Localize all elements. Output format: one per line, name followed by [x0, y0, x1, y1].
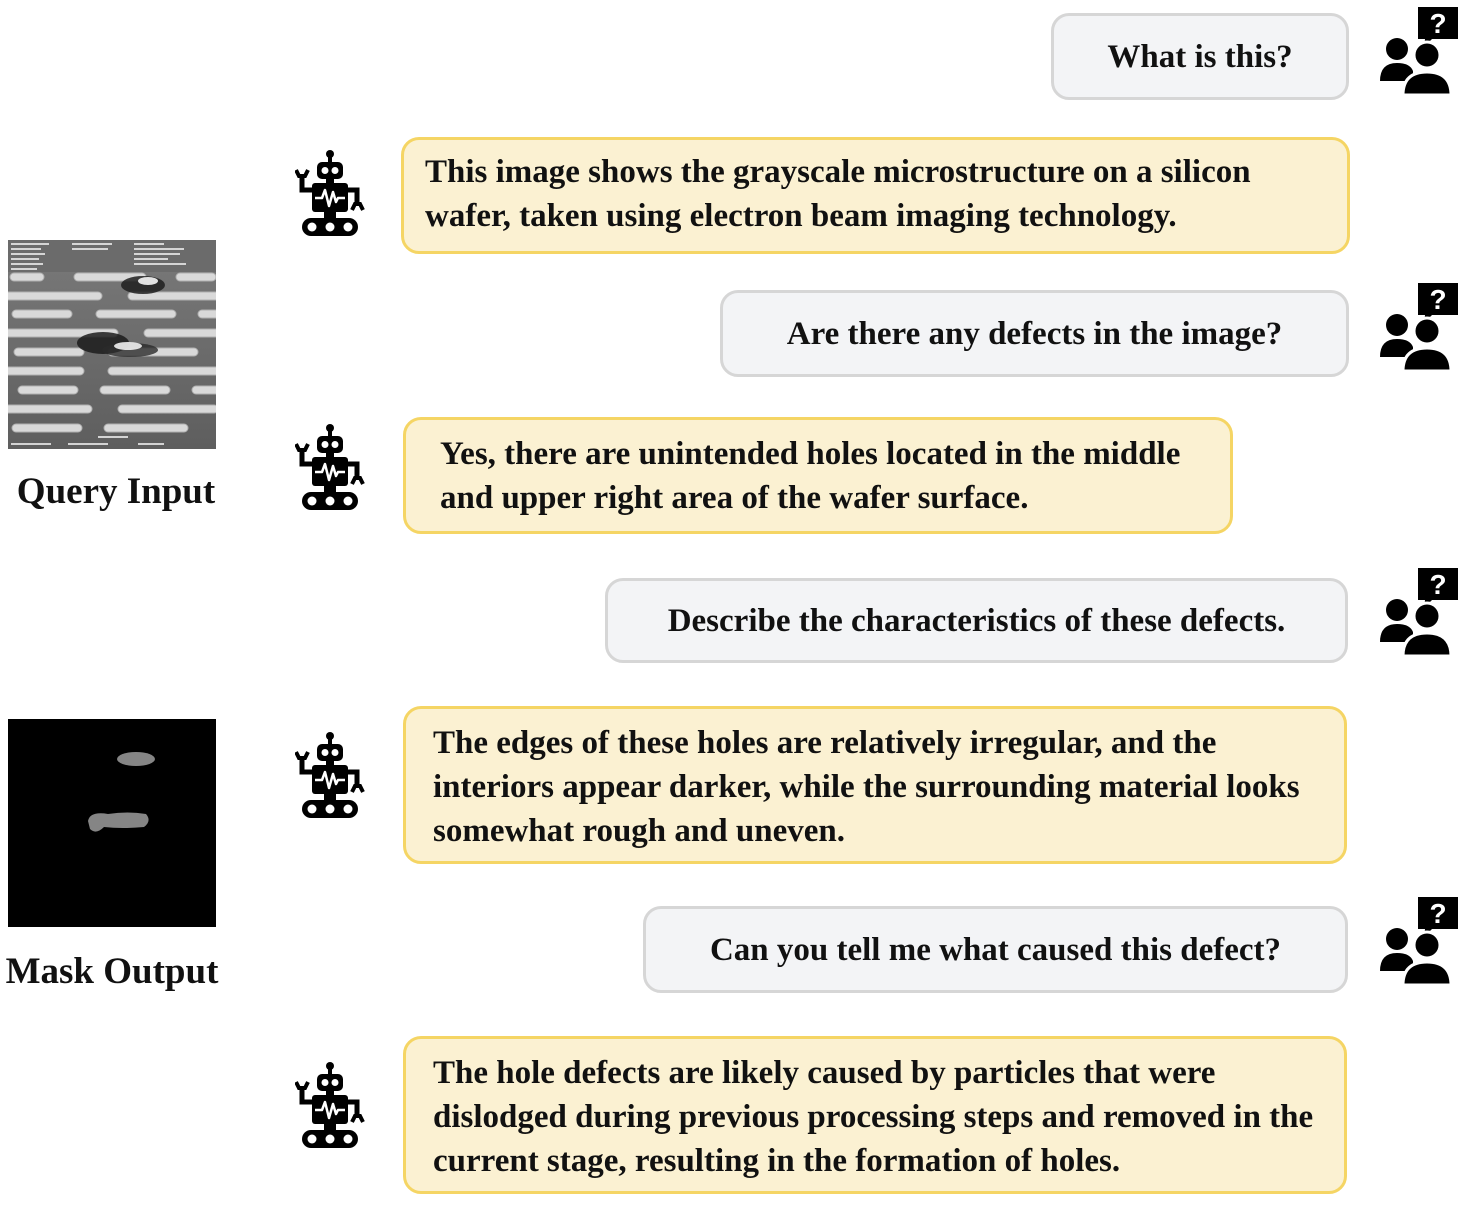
query-input-caption: Query Input — [16, 471, 216, 512]
user-message-1: What is this? — [1051, 13, 1349, 100]
user-message-4: Can you tell me what caused this defect? — [643, 906, 1348, 993]
robot-icon — [295, 150, 365, 240]
query-input-image — [8, 240, 216, 449]
mask-output-image — [8, 719, 216, 927]
robot-icon — [295, 1062, 365, 1152]
robot-icon — [295, 732, 365, 822]
assistant-message-4: The hole defects are likely caused by particles that were dislodged during previous processing steps and removed in the current stage, resulting in the formation of holes. — [403, 1036, 1347, 1194]
user-message-3: Describe the characteristics of these defects. — [605, 578, 1348, 663]
user-question-icon — [1380, 895, 1460, 985]
user-question-icon — [1380, 5, 1460, 95]
user-question-icon — [1380, 566, 1460, 656]
robot-icon — [295, 424, 365, 514]
assistant-message-1: This image shows the grayscale microstructure on a silicon wafer, taken using electron beam imaging technology. — [401, 137, 1350, 254]
user-question-icon — [1380, 281, 1460, 371]
user-message-2: Are there any defects in the image? — [720, 290, 1349, 377]
assistant-message-3: The edges of these holes are relatively irregular, and the interiors appear darker, while the surrounding material looks somewhat rough and uneven. — [403, 706, 1347, 864]
assistant-message-2: Yes, there are unintended holes located in the middle and upper right area of the wafer surface. — [403, 417, 1233, 534]
mask-output-caption: Mask Output — [5, 951, 219, 992]
